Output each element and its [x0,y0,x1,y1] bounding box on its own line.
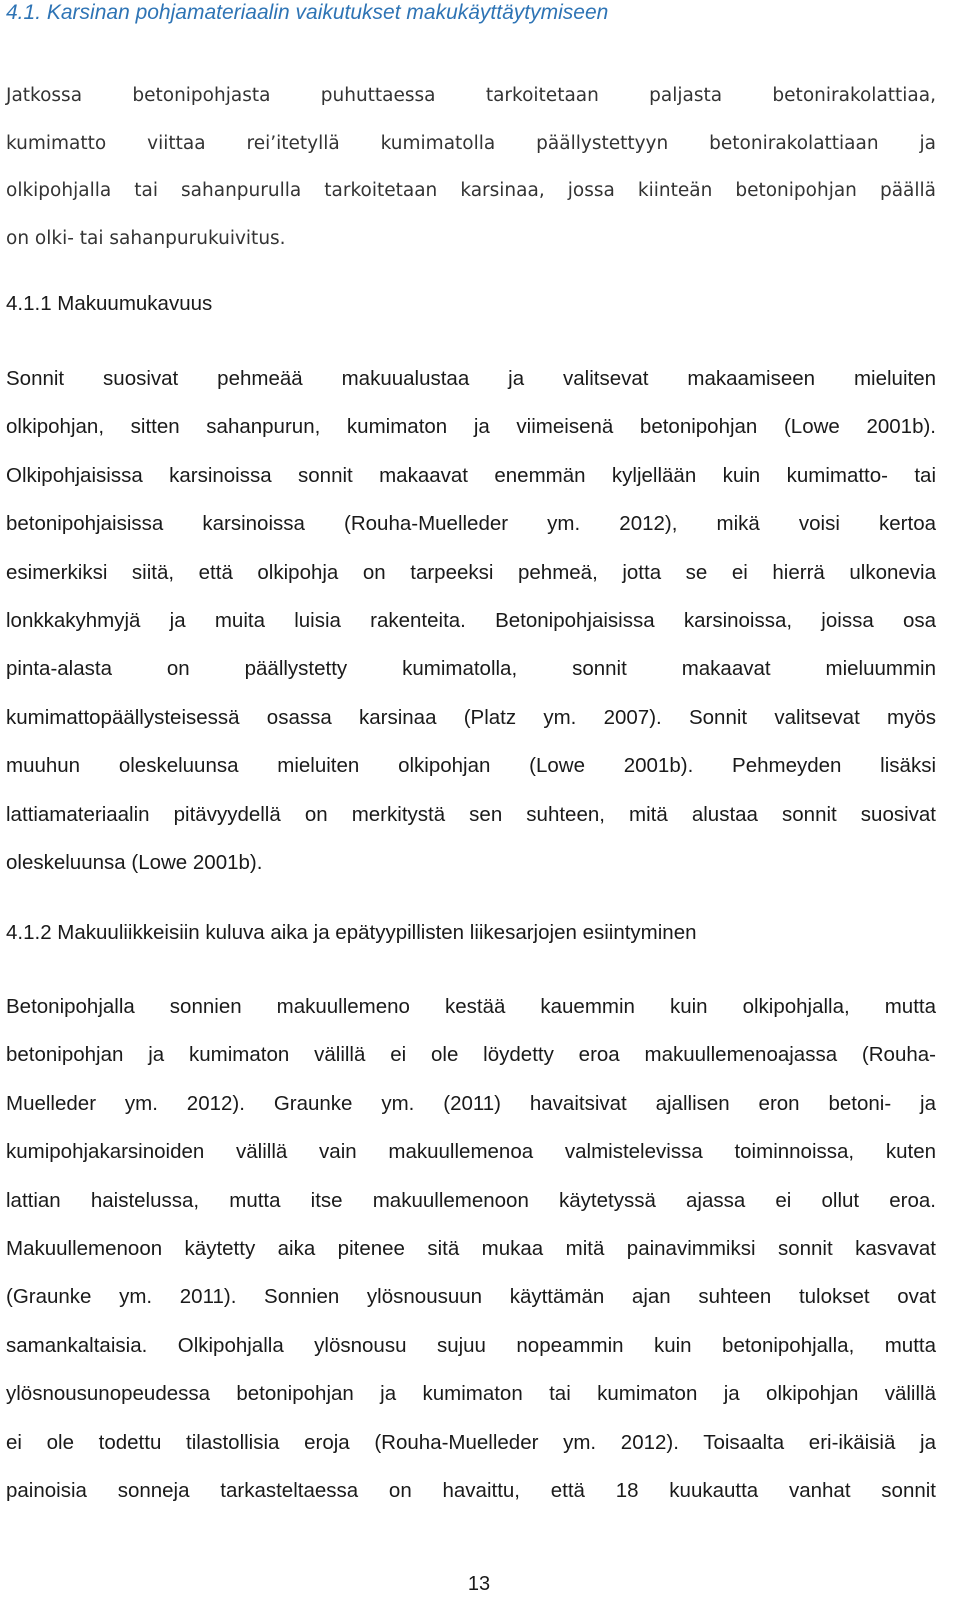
text-line: Sonnit suosivat pehmeää makuualustaa ja valitsevat makaamiseen mieluiten [6,367,936,390]
page-number: 13 [467,1573,491,1595]
intro-paragraph [6,72,936,262]
text-line: lattiamateriaalin pitävyydellä on merkitystä sen suhteen, mitä alustaa sonnit suosivat [6,802,936,826]
text-line: lonkkakyhmyjä ja muita luisia rakenteita. Betonipohjaisissa karsinoissa, joissa osa [6,608,936,632]
text-line: olkipohjan, sitten sahanpurun, kumimaton ja viimeisenä betonipohjan (Lowe 2001b). [6,415,936,439]
text-line: olkipohjalla tai sahanpurulla tarkoitetaan karsinaa, jossa kiinteän betonipohjan päällä [6,180,936,201]
text-line: Makuullemenoon käytetty aika pitenee sitä mukaa mitä painavimmiksi sonnit kasvavat [6,1236,936,1260]
text-line: Muelleder ym. 2012). Graunke ym. (2011) havaitsivat ajallisen eron betoni- ja [6,1091,936,1115]
text-line: ei ole todettu tilastollisia eroja (Rouha-Muelleder ym. 2012). Toisaalta eri-ikäisiä ja [6,1430,936,1454]
text-line: pinta-alasta on päällystetty kumimatolla, sonnit makaavat mieluummin [6,657,936,681]
text-line: Olkipohjaisissa karsinoissa sonnit makaavat enemmän kyljellään kuin kumimatto- tai [6,463,936,487]
text-line: muuhun oleskeluunsa mieluiten olkipohjan (Lowe 2001b). Pehmeyden lisäksi [6,754,936,778]
text-line: kumimattopäällysteisessä osassa karsinaa (Platz ym. 2007). Sonnit valitsevat myös [6,705,936,729]
text-line: betonipohjan ja kumimaton välillä ei ole löydetty eroa makuullemenoajassa (Rouha- [6,1043,936,1067]
text-line: ylösnousunopeudessa betonipohjan ja kumimaton tai kumimaton ja olkipohjan välillä [6,1382,936,1406]
subsection-heading-makuuliikkeet: 4.1.2 Makuuliikkeisiin kuluva aika ja epätyypillisten liikesarjojen esiintyminen [6,921,697,944]
text-line: on olki- tai sahanpurukuivitus. [6,227,286,249]
text-line: lattian haistelussa, mutta itse makuullemenoon käytetyssä ajassa ei ollut eroa. [6,1188,936,1212]
text-line: oleskeluunsa (Lowe 2001b). [6,850,263,874]
paragraph-makuumukavuus [6,355,936,887]
text-line: Jatkossa betonipohjasta puhuttaessa tarkoitetaan paljasta betonirakolattiaa, [6,85,936,106]
text-line: Betonipohjalla sonnien makuullemeno kestää kauemmin kuin olkipohjalla, mutta [6,995,936,1018]
text-line: esimerkiksi siitä, että olkipohja on tarpeeksi pehmeä, jotta se ei hierrä ulkonevia [6,560,936,584]
text-line: kumimatto viittaa rei’itetyllä kumimatolla päällystettyyn betonirakolattiaan ja [6,132,936,154]
text-line: (Graunke ym. 2011). Sonnien ylösnousuun käyttämän ajan suhteen tulokset ovat [6,1285,936,1309]
subsection-heading-makuumukavuus: 4.1.1 Makuumukavuus [6,292,213,315]
text-line: samankaltaisia. Olkipohjalla ylösnousu sujuu nopeammin kuin betonipohjalla, mutta [6,1333,936,1357]
section-heading: 4.1. Karsinan pohjamateriaalin vaikutukset makukäyttäytymiseen [6,1,609,24]
text-line: betonipohjaisissa karsinoissa (Rouha-Muelleder ym. 2012), mikä voisi kertoa [6,512,936,536]
paragraph-makuuliikkeet [6,983,936,1515]
text-line: painoisia sonneja tarkasteltaessa on havaittu, että 18 kuukautta vanhat sonnit [6,1478,936,1502]
text-line: kumipohjakarsinoiden välillä vain makuullemenoa valmistelevissa toiminnoissa, kuten [6,1140,936,1164]
